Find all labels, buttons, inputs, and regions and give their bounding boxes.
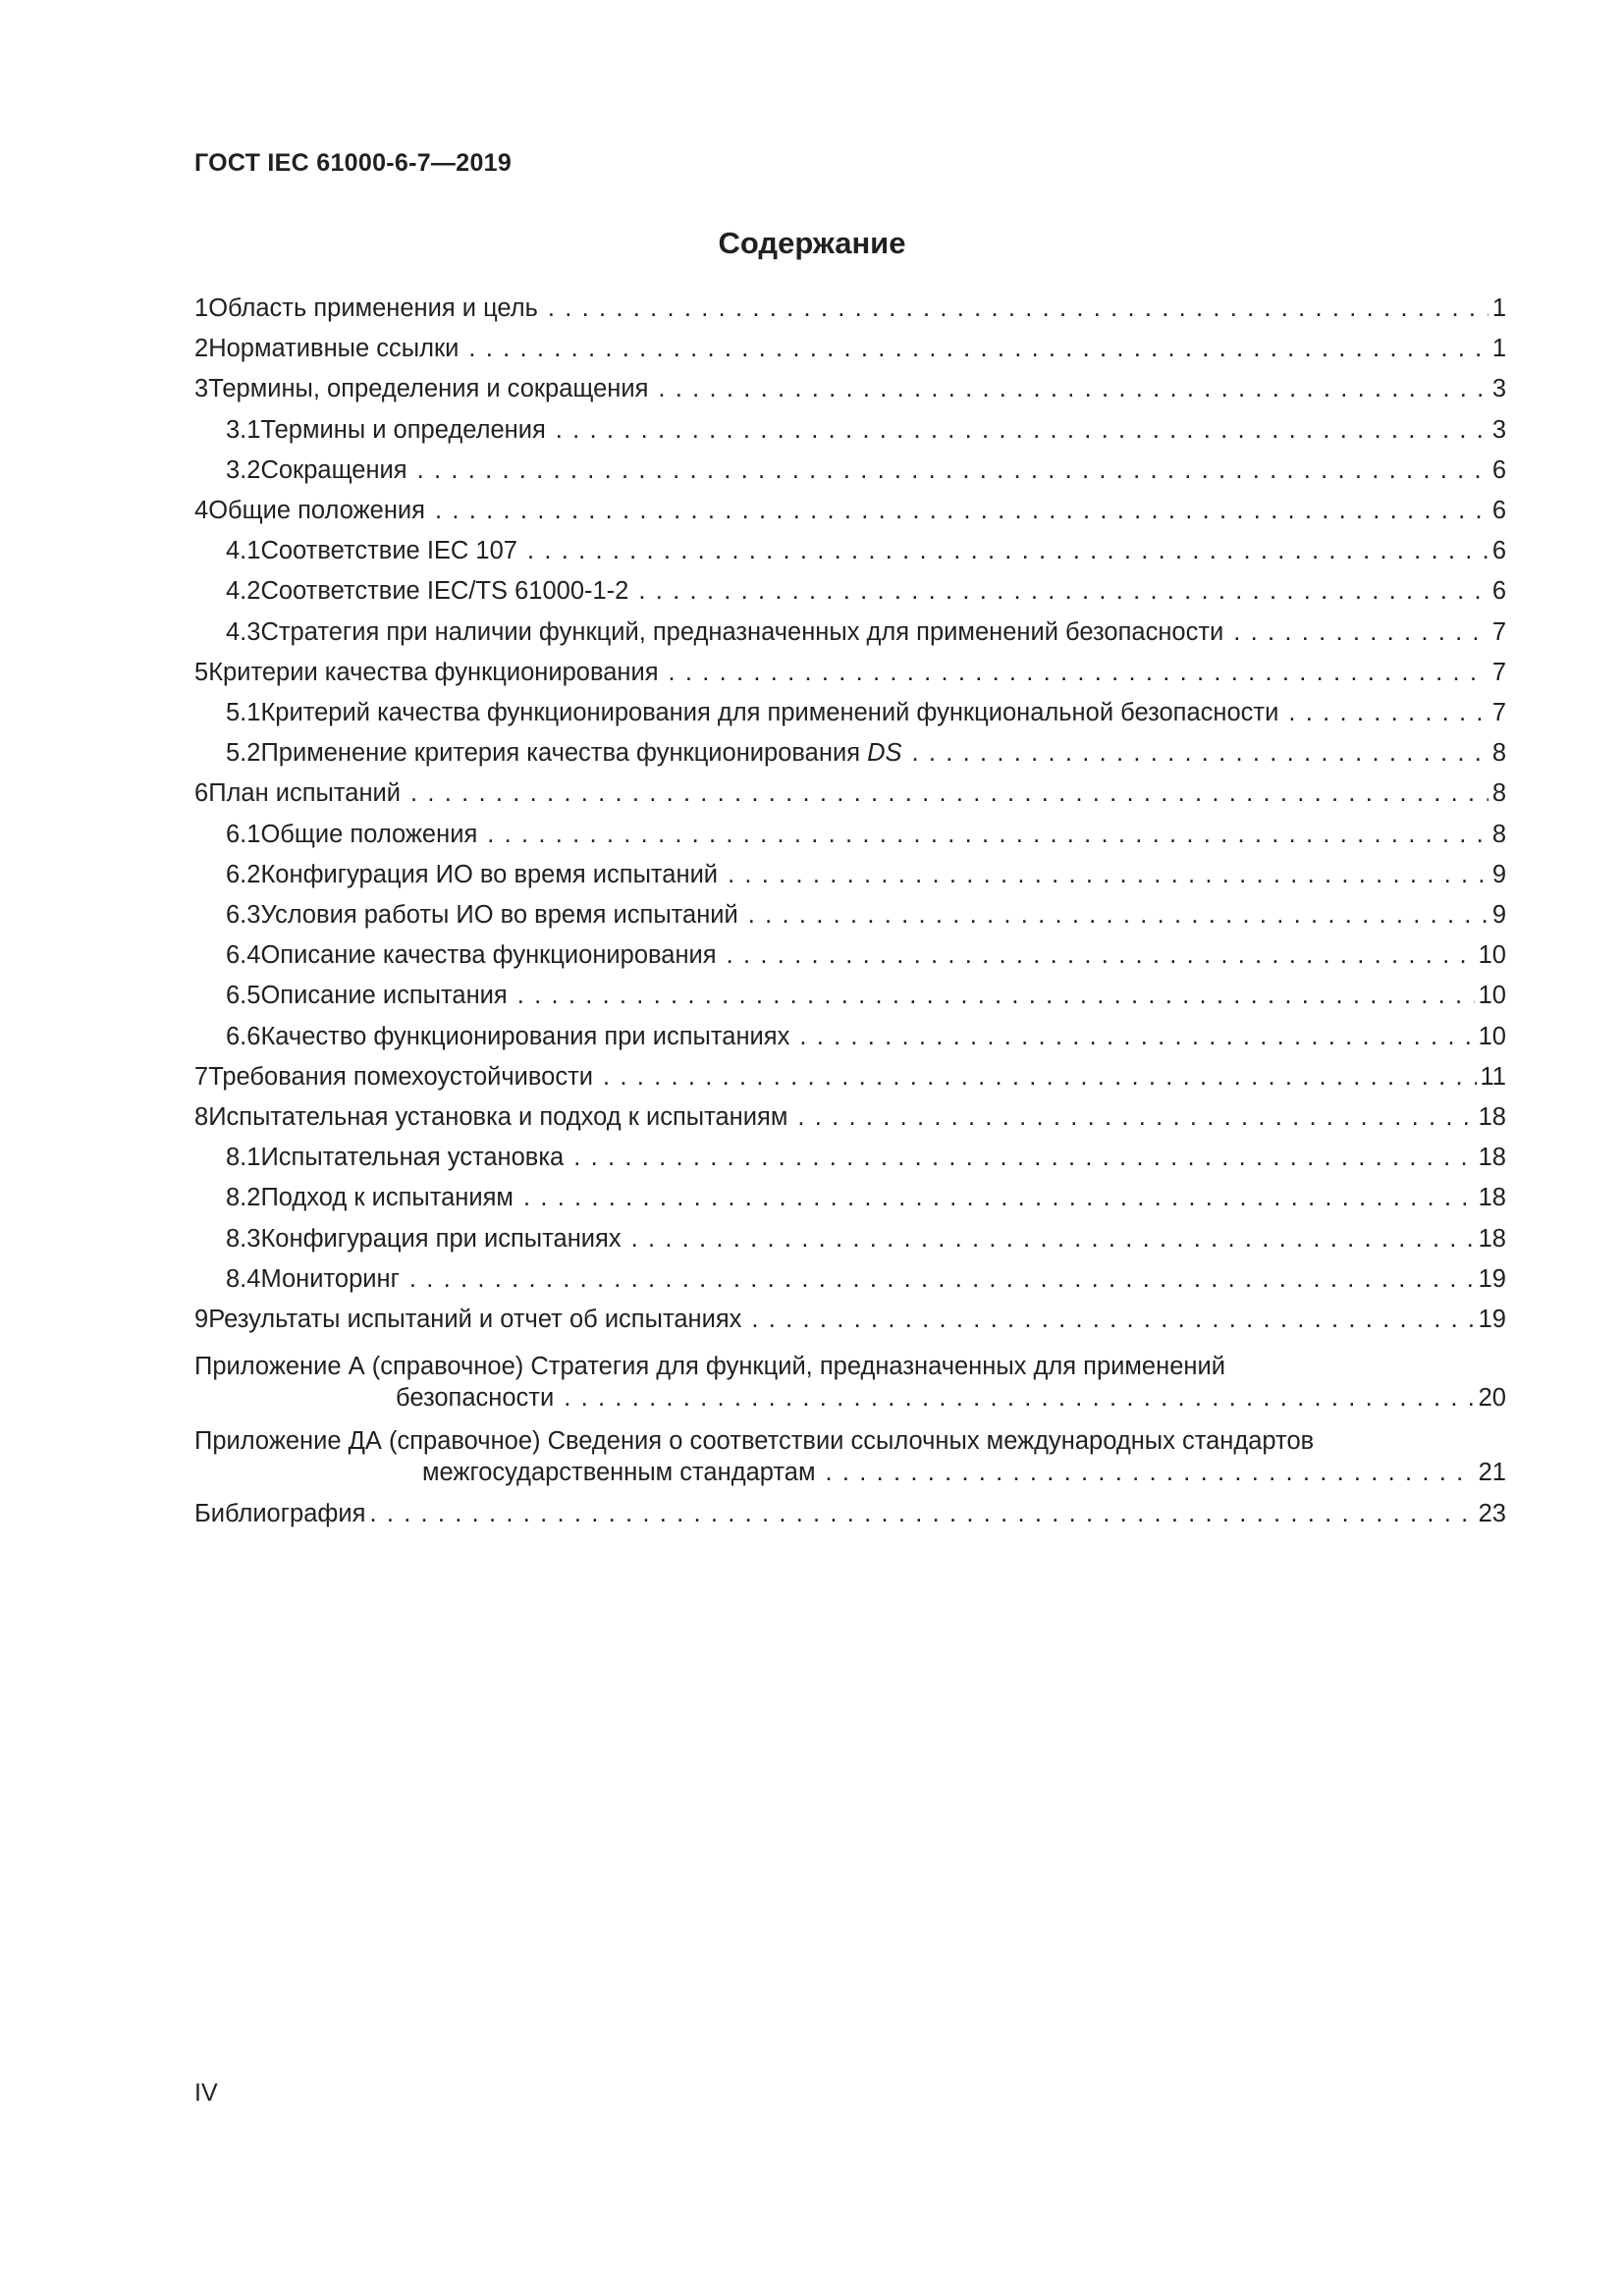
toc-entry-label	[208, 1063, 593, 1092]
toc-entry[interactable]	[194, 375, 1506, 410]
toc-entry[interactable]	[226, 1265, 1506, 1301]
dot-leader	[631, 1225, 1475, 1253]
dot-leader	[409, 1265, 1475, 1293]
toc-entry-number: 5.1	[226, 699, 261, 726]
toc-entry-label	[208, 497, 425, 525]
toc-page-number: 3	[1491, 415, 1506, 444]
toc-entry[interactable]	[226, 416, 1506, 452]
dot-leader	[1288, 699, 1488, 726]
toc-entry[interactable]	[194, 294, 1506, 330]
page-number: IV	[194, 2079, 218, 2107]
dot-leader	[527, 537, 1489, 564]
dot-leader	[748, 901, 1489, 929]
dot-leader	[669, 659, 1489, 686]
toc-entry-label	[260, 901, 737, 930]
toc-page-number: 19	[1478, 1306, 1506, 1333]
toc-page-number: 23	[1478, 1500, 1506, 1527]
dot-leader	[638, 577, 1488, 605]
toc-entry-label	[260, 618, 1223, 647]
toc-entry[interactable]	[226, 1225, 1506, 1260]
toc-entry-number: 6.5	[226, 982, 261, 1010]
dot-leader	[751, 1306, 1474, 1333]
toc-page-number: 18	[1478, 1103, 1506, 1131]
toc-entry-label	[260, 1144, 564, 1172]
toc-entry-label	[208, 779, 401, 808]
toc-entry-label-text: Описание испытания	[260, 982, 508, 1010]
toc-entry-label-text: Результаты испытаний и отчет об испытаниях	[208, 1306, 742, 1333]
toc-entry[interactable]	[226, 577, 1506, 613]
dot-leader	[556, 416, 1489, 444]
toc-entry-number: 8.3	[226, 1224, 261, 1253]
toc-entry-number: 1	[194, 294, 209, 322]
toc-entry[interactable]	[194, 335, 1506, 370]
toc-entry-number: 4.3	[226, 617, 261, 646]
bibliography-label: Библиография	[194, 1500, 366, 1527]
toc-entry-label	[208, 375, 648, 403]
toc-entry-label-text: План испытаний	[208, 779, 402, 808]
dot-leader	[435, 497, 1489, 524]
toc-entry-label	[260, 861, 718, 889]
toc-entry-number: 9	[194, 1306, 209, 1333]
dot-leader	[573, 1144, 1474, 1171]
dot-leader	[799, 1023, 1474, 1050]
toc-entry-label-text: Описание качества функционирования	[260, 941, 717, 970]
toc-page-number: 3	[1491, 375, 1506, 403]
dot-leader	[468, 335, 1488, 362]
toc-entry-number: 4	[194, 497, 209, 524]
toc-entry-number: 2	[194, 335, 209, 363]
toc-entry-label-text: Сокращения	[260, 455, 407, 484]
toc-entry[interactable]	[226, 941, 1506, 977]
toc-entry[interactable]	[226, 1023, 1506, 1058]
toc-entry-label-text: Требования помехоустойчивости	[208, 1062, 594, 1091]
toc-page-number: 8	[1491, 820, 1506, 848]
toc-entry-label	[260, 577, 628, 606]
toc-page-number: 9	[1491, 901, 1506, 929]
toc-page-number: 8	[1491, 739, 1506, 768]
dot-leader	[825, 1459, 1474, 1486]
toc-entry[interactable]	[226, 739, 1506, 774]
toc-page-number: 10	[1478, 982, 1506, 1010]
toc-page-number: 8	[1491, 779, 1506, 808]
toc-entry-number: 3.2	[226, 455, 261, 484]
toc-entry-label-text: Испытательная установка	[260, 1144, 565, 1172]
toc-page-number: 18	[1478, 1144, 1506, 1172]
toc-entry-number: 8.1	[226, 1144, 261, 1172]
toc-entry-label-text: Критерий качества функционирования для применений функциональной безопасности	[260, 699, 1279, 726]
toc-entry[interactable]	[226, 1184, 1506, 1219]
dot-leader	[727, 941, 1475, 969]
toc-entry-number: 8.4	[226, 1264, 261, 1293]
toc-entry-number: 4.2	[226, 577, 261, 606]
toc-entry-label-text: Соответствие IEC/TS 61000-1-2	[260, 577, 629, 606]
dot-leader	[1233, 618, 1489, 646]
toc-entry-number: 6.6	[226, 1022, 261, 1050]
toc-entry-label	[260, 821, 477, 849]
toc-entry-label-text: Качество функционирования при испытаниях	[260, 1022, 790, 1050]
dot-leader	[603, 1063, 1476, 1091]
toc-entry-label	[260, 416, 545, 445]
dot-leader	[797, 1103, 1474, 1131]
toc-entry-number: 4.1	[226, 537, 261, 565]
toc-entry[interactable]	[226, 456, 1506, 492]
toc-page-number: 7	[1491, 658, 1506, 686]
toc-entry[interactable]	[226, 901, 1506, 936]
toc-entry[interactable]	[194, 497, 1506, 532]
toc-page-number: 20	[1478, 1384, 1506, 1412]
toc-entry-label	[260, 1184, 514, 1212]
toc-entry-label	[260, 456, 406, 485]
appendix-a-title-line1[interactable]: Приложение А (справочное) Стратегия для функций, предназначенных для применений	[194, 1353, 1225, 1380]
toc-entry-label-text: Область применения и цель	[208, 294, 538, 322]
dot-leader	[369, 1500, 1474, 1527]
toc-entry-label	[208, 1103, 787, 1132]
appendix-a-entry[interactable]	[396, 1384, 1506, 1419]
toc-entry-number: 3	[194, 375, 209, 403]
toc-entry[interactable]	[194, 1063, 1506, 1098]
toc-entry[interactable]	[226, 537, 1506, 572]
dot-leader	[548, 294, 1489, 322]
toc-entry-label-text: Подход к испытаниям	[260, 1184, 514, 1212]
bibliography-entry[interactable]	[194, 1500, 1506, 1535]
toc-entry-number: 8.2	[226, 1184, 261, 1212]
toc-entry-label-text: Термины, определения и сокращения	[208, 375, 649, 403]
dot-leader	[410, 779, 1489, 807]
toc-page-number: 7	[1491, 617, 1506, 646]
toc-page-number: 1	[1491, 335, 1506, 363]
toc-entry-label	[260, 1265, 399, 1294]
toc-page-number: 19	[1478, 1264, 1506, 1293]
toc-page-number: 18	[1478, 1184, 1506, 1212]
toc-entry-label-text: Условия работы ИО во время испытаний	[260, 901, 738, 929]
toc-entry-label	[208, 294, 538, 323]
toc-entry-label-text: Соответствие IEC 107	[260, 537, 517, 565]
toc-entry-number: 6.1	[226, 820, 261, 848]
dot-leader	[912, 739, 1489, 767]
toc-entry[interactable]	[194, 1103, 1506, 1139]
toc-entry-label	[260, 739, 901, 768]
toc-entry[interactable]	[226, 982, 1506, 1017]
toc-entry-label-text: Применение критерия качества функционирования	[260, 739, 860, 768]
appendix-da-title-line2: межгосударственным стандартам	[422, 1459, 816, 1486]
appendix-a-title-line2: безопасности	[396, 1384, 555, 1412]
toc-entry[interactable]	[226, 618, 1506, 654]
dot-leader	[728, 861, 1489, 888]
toc-entry-number: 7	[194, 1062, 209, 1091]
toc-entry-label-text: Конфигурация при испытаниях	[260, 1224, 622, 1253]
toc-entry-label	[260, 1023, 789, 1051]
toc-page-number: 10	[1478, 941, 1506, 970]
toc-page-number: 1	[1491, 294, 1506, 322]
appendix-da-entry[interactable]	[422, 1459, 1506, 1494]
toc-page-number: 6	[1491, 537, 1506, 565]
toc-page-number: 6	[1491, 497, 1506, 524]
toc-entry-label-italic: DS	[867, 739, 902, 768]
toc-entry-number: 6.3	[226, 901, 261, 929]
toc-entry-number: 3.1	[226, 415, 261, 444]
toc-entry-label	[260, 1225, 621, 1254]
toc-entry-label-text: Мониторинг	[260, 1264, 400, 1293]
toc-entry-label	[260, 699, 1278, 727]
toc-entry-label	[208, 1306, 741, 1334]
toc-entry-label	[260, 537, 517, 565]
toc-entry[interactable]	[226, 861, 1506, 896]
toc-page-number: 10	[1478, 1022, 1506, 1050]
toc-page-number: 11	[1480, 1062, 1506, 1091]
toc-page-number: 21	[1478, 1459, 1506, 1486]
toc-entry-number: 6	[194, 779, 209, 808]
dot-leader	[417, 456, 1489, 484]
toc-entry[interactable]	[194, 779, 1506, 815]
dot-leader	[517, 982, 1475, 1009]
toc-entry[interactable]	[194, 1306, 1506, 1341]
toc-entry-label-text: Конфигурация ИО во время испытаний	[260, 860, 719, 888]
toc-page-number: 7	[1491, 699, 1506, 726]
toc-entry[interactable]	[194, 659, 1506, 694]
toc-title: Содержание	[718, 226, 906, 260]
toc-entry-number: 8	[194, 1103, 209, 1131]
toc-entry[interactable]	[226, 1144, 1506, 1179]
toc-entry-label-text: Стратегия при наличии функций, предназначенных для применений безопасности	[260, 617, 1224, 646]
toc-entry-label	[260, 982, 507, 1010]
toc-entry-label-text: Нормативные ссылки	[208, 335, 460, 363]
toc-entry-label-text: Термины и определения	[260, 415, 546, 444]
toc-entry-label-text: Испытательная установка и подход к испытаниям	[208, 1103, 788, 1131]
toc-entry-label	[260, 941, 716, 970]
toc-entry-number: 6.4	[226, 941, 261, 970]
toc-page-number: 6	[1491, 455, 1506, 484]
toc-entry-number: 5	[194, 658, 209, 686]
toc-entry-label	[208, 659, 658, 687]
toc-entry-label	[208, 335, 459, 363]
toc-page-number: 9	[1491, 860, 1506, 888]
toc-entry-number: 5.2	[226, 739, 261, 768]
dot-leader	[487, 821, 1489, 848]
toc-page-number: 18	[1478, 1224, 1506, 1253]
toc-page-number: 6	[1491, 577, 1506, 606]
toc-entry[interactable]	[226, 699, 1506, 734]
toc-entry[interactable]	[226, 821, 1506, 856]
toc-entry-label-text: Критерии качества функционирования	[208, 658, 659, 686]
dot-leader	[658, 375, 1488, 402]
toc-entry-number: 6.2	[226, 860, 261, 888]
dot-leader	[564, 1384, 1474, 1412]
dot-leader	[523, 1184, 1475, 1211]
toc-entry-label-text: Общие положения	[208, 497, 425, 524]
appendix-da-title-line1[interactable]: Приложение ДА (справочное) Сведения о соответствии ссылочных международных стандартов	[194, 1427, 1315, 1455]
toc-entry-label-text: Общие положения	[260, 820, 478, 848]
document-code: ГОСТ IEC 61000-6-7—2019	[194, 149, 513, 177]
